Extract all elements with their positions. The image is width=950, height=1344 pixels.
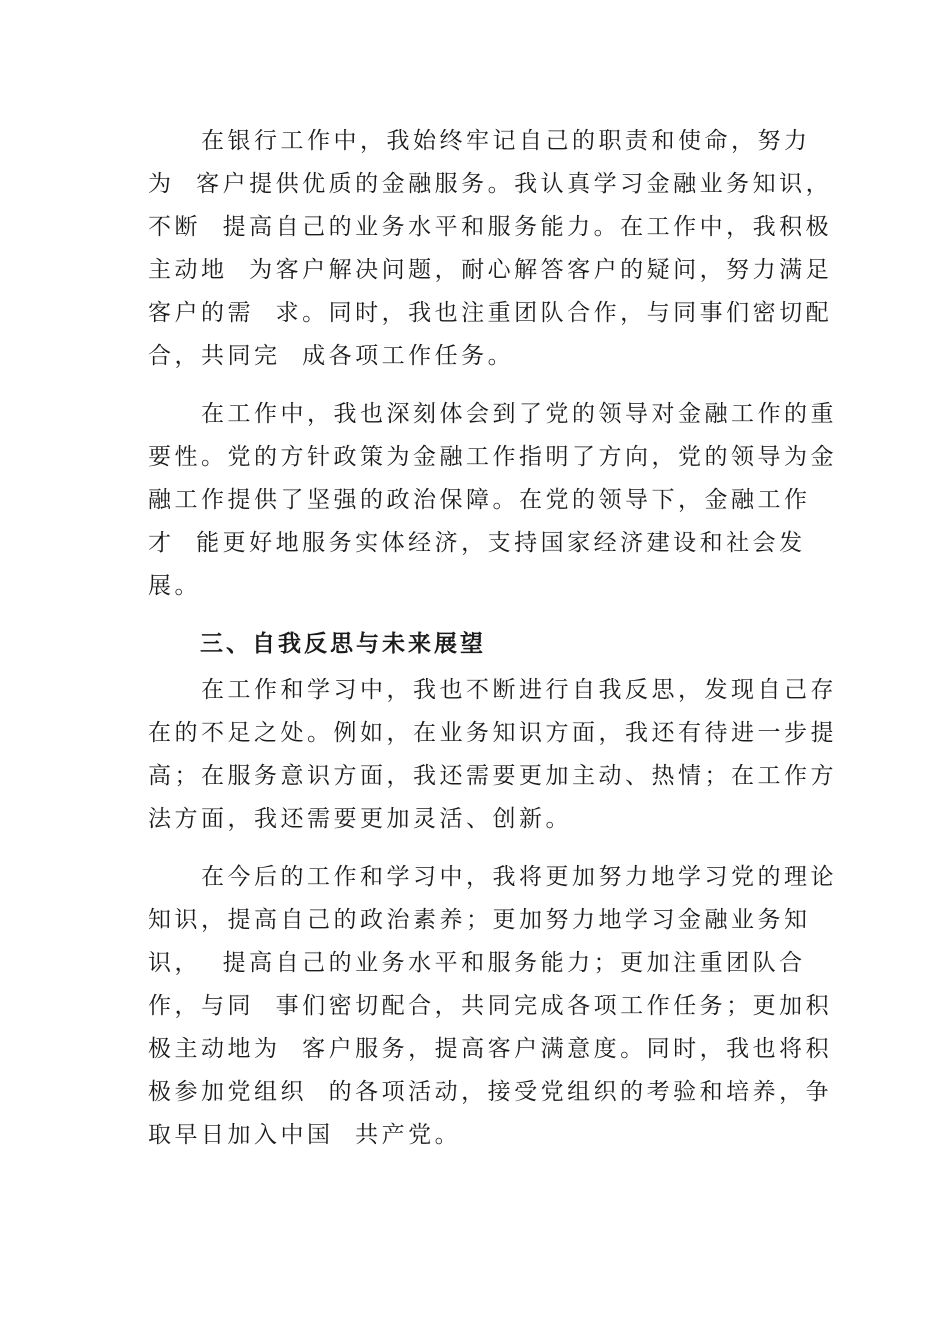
paragraph-2-line-1: 在工作中，我也深刻体会到了党的领导对金融工作的重 bbox=[148, 401, 837, 427]
paragraph-2-line-5: 展。 bbox=[148, 573, 201, 599]
paragraph-4-line-4: 作，与同 事们密切配合，共同完成各项工作任务；更加积 bbox=[148, 993, 833, 1019]
paragraph-1-line-1: 在银行工作中，我始终牢记自己的职责和使命，努力 bbox=[148, 128, 811, 154]
paragraph-4-line-7: 取早日加入中国 共产党。 bbox=[148, 1122, 462, 1148]
paragraph-1-line-4: 主动地 为客户解决问题，耐心解答客户的疑问，努力满足 bbox=[148, 257, 833, 283]
paragraph-2-line-3: 融工作提供了坚强的政治保障。在党的领导下，金融工作 bbox=[148, 487, 811, 513]
paragraph-3-line-4: 法方面，我还需要更加灵活、创新。 bbox=[148, 806, 572, 832]
paragraph-2-line-4: 才 能更好地服务实体经济，支持国家经济建设和社会发 bbox=[148, 530, 806, 556]
paragraph-3-line-1: 在工作和学习中，我也不断进行自我反思，发现自己存 bbox=[148, 677, 837, 703]
paragraph-1-line-5: 客户的需 求。同时，我也注重团队合作，与同事们密切配 bbox=[148, 300, 833, 326]
paragraph-4-line-3: 识， 提高自己的业务水平和服务能力；更加注重团队合 bbox=[148, 950, 806, 976]
paragraph-1-line-6: 合，共同完 成各项工作任务。 bbox=[148, 343, 515, 369]
paragraph-2-line-2: 要性。党的方针政策为金融工作指明了方向，党的领导为金 bbox=[148, 444, 837, 470]
paragraph-4-line-5: 极主动地为 客户服务，提高客户满意度。同时，我也将积 bbox=[148, 1036, 833, 1062]
paragraph-4-line-6: 极参加党组织 的各项活动，接受党组织的考验和培养，争 bbox=[148, 1079, 833, 1105]
paragraph-4-line-1: 在今后的工作和学习中，我将更加努力地学习党的理论 bbox=[148, 864, 837, 890]
paragraph-1-line-3: 不断 提高自己的业务水平和服务能力。在工作中，我积极 bbox=[148, 214, 833, 240]
paragraph-3-line-3: 高；在服务意识方面，我还需要更加主动、热情；在工作方 bbox=[148, 763, 837, 789]
paragraph-4-line-2: 知识，提高自己的政治素养；更加努力地学习金融业务知 bbox=[148, 907, 811, 933]
paragraph-1-line-2: 为 客户提供优质的金融服务。我认真学习金融业务知识， bbox=[148, 171, 833, 197]
section-heading: 三、自我反思与未来展望 bbox=[148, 631, 486, 657]
paragraph-3-line-2: 在的不足之处。例如，在业务知识方面，我还有待进一步提 bbox=[148, 720, 837, 746]
